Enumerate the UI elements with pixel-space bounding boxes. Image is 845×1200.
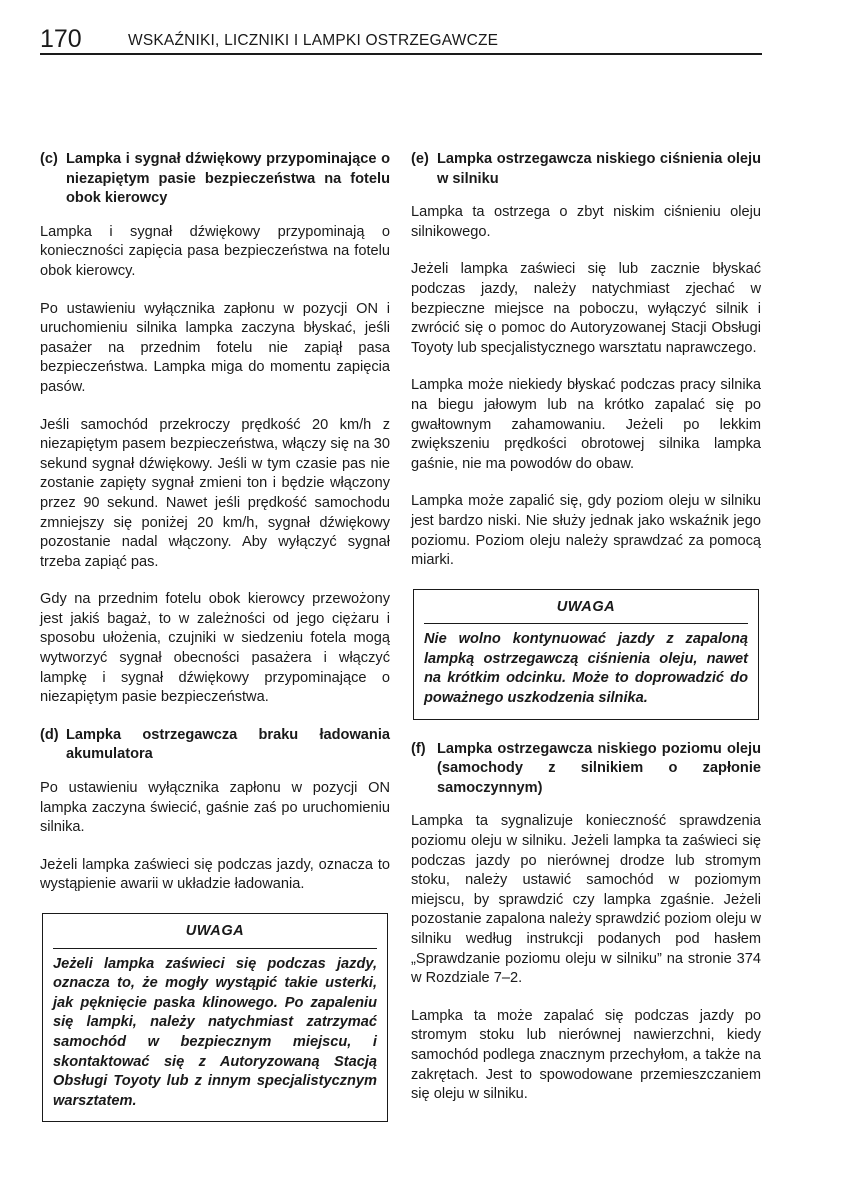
warning-text: Nie wolno kontynuować jazdy z zapaloną lampką ostrzegawczą ciśnienia oleju, nawet na krótkim odcinku. Może to doprowadzić do poważnego uszkodzenia silnika. xyxy=(424,631,748,707)
warning-box xyxy=(413,589,759,720)
warning-divider xyxy=(53,948,377,949)
paragraph: Lampka może niekiedy błyskać podczas pracy silnika na biegu jałowym lub na krótko zapalać się po gwałtownym zahamowaniu. Jeżeli po lekkim zwiększeniu prędkości obrotowej silnika lampka gaśnie, nie ma powodów do obaw. xyxy=(411,377,761,472)
paragraph: Po ustawieniu wyłącznika zapłonu w pozycji ON i uruchomieniu silnika lampka zaczyna błyskać, jeśli pasażer na przednim fotelu nie zapiął pasa bezpieczeństwa. Lampka miga do momentu zapięcia pasów. xyxy=(40,300,390,395)
paragraph: Po ustawieniu wyłącznika zapłonu w pozycji ON lampka zaczyna świecić, gaśnie zaś po uruchomieniu silnika. xyxy=(40,780,390,836)
page-number: 170 xyxy=(40,25,82,53)
right-column xyxy=(411,150,761,1123)
paragraph: Lampka ta ostrzega o zbyt niskim ciśnieniu oleju silnikowego. xyxy=(411,204,761,240)
section-letter: (e) xyxy=(411,151,429,167)
paragraph: Jeśli samochód przekroczy prędkość 20 km/h z niezapiętym pasem bezpieczeństwa, włączy się na 30 sekund sygnał dźwiękowy. Jeśli w tym czasie pas nie zostanie zapięty sygnał zmieni ton i będzie włączony przez 90 sekund. Nawet jeśli prędkość samochodu zmniejszy się poniżej 20 km/h, sygnał dźwiękowy pozostanie nadal włączony. Aby wyłączyć sygnał trzeba zapiąć pas. xyxy=(40,416,390,570)
paragraph: Lampka ta może zapalać się podczas jazdy po stromym stoku lub nierównej nawierzchni, kiedy samochód podlega znacznym przechyłom, a także na zakrętach. Jest to spowodowane przemieszczaniem się oleju w silniku. xyxy=(411,1007,761,1103)
left-column xyxy=(40,150,390,1142)
header-rule xyxy=(40,53,762,55)
section-title: Lampka ostrzegawcza braku ładowania akumulatora xyxy=(66,726,390,763)
section-heading-f xyxy=(411,740,761,799)
warning-title: UWAGA xyxy=(185,923,245,939)
paragraph: Jeżeli lampka zaświeci się podczas jazdy, oznacza to wystąpienie awarii w układzie ładowania. xyxy=(40,856,390,893)
paragraph: Lampka może zapalić się, gdy poziom oleju w silniku jest bardzo niski. Nie służy jednak jako wskaźnik jego poziomu. Poziom oleju należy sprawdzać za pomocą miarki. xyxy=(411,493,761,569)
section-letter: (d) xyxy=(40,726,59,743)
paragraph: Gdy na przednim fotelu obok kierowcy przewożony jest jakiś bagaż, to w zależności od jego ciężaru i sposobu ułożenia, czujniki w siedzeniu fotela mogą wytworzyć sygnał obecności pasażera i włączyć lampkę i sygnał dźwiękowy przypominające o niezapiętym pasie bezpieczeństwa. xyxy=(40,591,390,706)
paragraph: Jeżeli lampka zaświeci się lub zacznie błyskać podczas jazdy, należy natychmiast zjechać w bezpieczne miejsce na poboczu, wyłączyć silnik i zwrócić się o pomoc do Autoryzowanej Stacji Obsługi Toyoty lub specjalistycznego warsztatu naprawczego. xyxy=(411,261,761,356)
paragraph: Lampka i sygnał dźwiękowy przypominają o konieczności zapięcia pasa bezpieczeństwa na fotelu obok kierowcy. xyxy=(40,223,390,279)
warning-text: Jeżeli lampka zaświeci się podczas jazdy, oznacza to, że mogły wystąpić takie usterki, jak pęknięcie paska klinowego. Po zapaleniu się lampki, należy natychmiast zatrzymać samochód w bezpiecznym miejscu, i skontaktować się z Autoryzowaną Stacją Obsługi Toyoty lub z innym specjalistycznym warsztatem. xyxy=(53,955,377,1109)
paragraph: Lampka ta sygnalizuje konieczność sprawdzenia poziomu oleju w silniku. Jeżeli lampka ta zaświeci się podczas jazdy po nierównej drodze lub stromym stoku, należy ustawić samochód w poziomym miejscu, by sprawdzić czy lampka zgaśnie. Jeżeli pozostanie zapalona należy sprawdzić poziom oleju w silniku według instrukcji podanych pod hasłem „Sprawdzanie poziomu oleju w silniku” na stronie 374 w Rozdziale 7–2. xyxy=(411,813,761,987)
section-heading-d xyxy=(40,726,390,765)
warning-divider xyxy=(424,623,748,624)
section-heading-e xyxy=(411,150,761,189)
running-title: WSKAŹNIKI, LICZNIKI I LAMPKI OSTRZEGAWCZE xyxy=(128,32,499,49)
page-header xyxy=(40,24,762,56)
section-heading-c xyxy=(40,150,390,209)
section-letter: (c) xyxy=(40,151,58,167)
warning-box xyxy=(42,913,388,1122)
section-title: Lampka i sygnał dźwiękowy przypominające o niezapiętym pasie bezpieczeństwa na fotelu obok kierowcy xyxy=(66,151,390,207)
section-title: Lampka ostrzegawcza niskiego ciśnienia oleju w silniku xyxy=(437,151,761,187)
section-title: Lampka ostrzegawcza niskiego poziomu oleju (samochody z silnikiem o zapłonie samoczynnym) xyxy=(437,740,761,796)
section-letter: (f) xyxy=(411,740,426,757)
warning-title: UWAGA xyxy=(556,598,616,615)
